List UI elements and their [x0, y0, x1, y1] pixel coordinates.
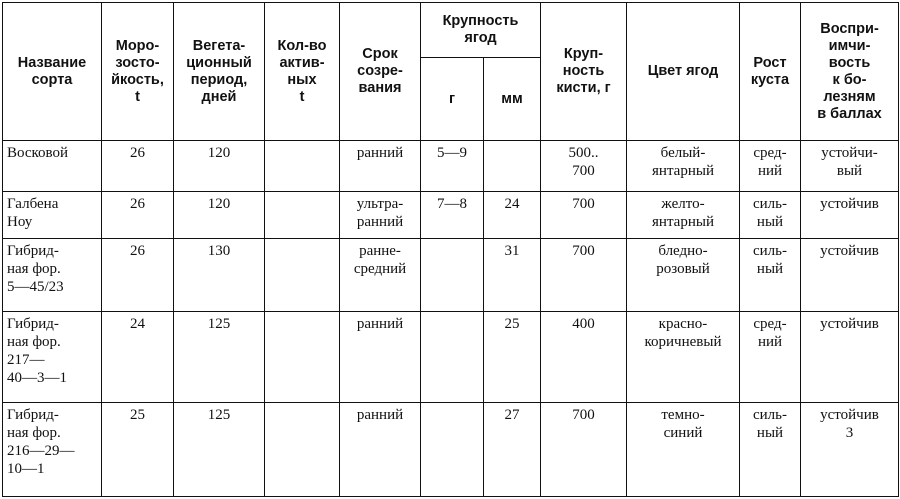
cell-active: [265, 141, 340, 192]
header-berry-grams: г: [421, 58, 484, 141]
cell-cluster: 400: [541, 311, 627, 403]
header-disease-susceptibility: Воспри- имчи- вость к бо- лезням в баллах: [801, 3, 899, 141]
grape-varieties-table: [2, 2, 899, 497]
cell-vegetation: 125: [174, 403, 265, 497]
header-berry-mm: мм: [484, 58, 541, 141]
cell-frost: 26: [102, 238, 174, 311]
cell-color: темно- синий: [627, 403, 740, 497]
cell-disease: устойчив: [801, 191, 899, 238]
header-berry-size: Крупность ягод: [421, 3, 541, 58]
cell-color: белый- янтарный: [627, 141, 740, 192]
header-berry-color: Цвет ягод: [627, 3, 740, 141]
cell-berry-grams: [421, 238, 484, 311]
table-row: [3, 191, 899, 238]
cell-berry-grams: [421, 403, 484, 497]
cell-ripening: ранний: [340, 403, 421, 497]
cell-color: желто- янтарный: [627, 191, 740, 238]
header-cluster-size: Круп- ность кисти, г: [541, 3, 627, 141]
table-row: [3, 311, 899, 403]
cell-name: Гибрид- ная фор. 217— 40—3—1: [3, 311, 102, 403]
cell-active: [265, 191, 340, 238]
cell-frost: 26: [102, 141, 174, 192]
cell-name: Галбена Ноу: [3, 191, 102, 238]
cell-berry-mm: 25: [484, 311, 541, 403]
cell-growth: силь- ный: [740, 238, 801, 311]
cell-ripening: ранний: [340, 141, 421, 192]
cell-disease: устойчи- вый: [801, 141, 899, 192]
cell-vegetation: 130: [174, 238, 265, 311]
cell-name: Восковой: [3, 141, 102, 192]
cell-berry-grams: 7—8: [421, 191, 484, 238]
cell-active: [265, 403, 340, 497]
cell-color: красно- коричневый: [627, 311, 740, 403]
cell-ripening: ультра- ранний: [340, 191, 421, 238]
cell-berry-mm: 27: [484, 403, 541, 497]
header-name: Название сорта: [3, 3, 102, 141]
cell-berry-mm: 24: [484, 191, 541, 238]
cell-berry-mm: [484, 141, 541, 192]
cell-frost: 25: [102, 403, 174, 497]
cell-name: Гибрид- ная фор. 216—29— 10—1: [3, 403, 102, 497]
cell-growth: сред- ний: [740, 311, 801, 403]
cell-vegetation: 125: [174, 311, 265, 403]
cell-berry-grams: [421, 311, 484, 403]
header-ripening-time: Срок созре- вания: [340, 3, 421, 141]
cell-cluster: 700: [541, 191, 627, 238]
cell-frost: 26: [102, 191, 174, 238]
cell-cluster: 500.. 700: [541, 141, 627, 192]
cell-color: бледно- розовый: [627, 238, 740, 311]
cell-growth: силь- ный: [740, 191, 801, 238]
cell-growth: сред- ний: [740, 141, 801, 192]
cell-vegetation: 120: [174, 141, 265, 192]
cell-frost: 24: [102, 311, 174, 403]
cell-ripening: ранне- средний: [340, 238, 421, 311]
cell-disease: устойчив: [801, 238, 899, 311]
header-active-temperatures: Кол-во актив- ных t: [265, 3, 340, 141]
cell-active: [265, 311, 340, 403]
cell-growth: силь- ный: [740, 403, 801, 497]
cell-active: [265, 238, 340, 311]
cell-vegetation: 120: [174, 191, 265, 238]
cell-disease: устойчив 3: [801, 403, 899, 497]
header-vegetation-period: Вегета- ционный период, дней: [174, 3, 265, 141]
cell-disease: устойчив: [801, 311, 899, 403]
table-row: [3, 403, 899, 497]
table-row: [3, 238, 899, 311]
cell-berry-mm: 31: [484, 238, 541, 311]
table-row: [3, 141, 899, 192]
header-bush-growth: Рост куста: [740, 3, 801, 141]
cell-cluster: 700: [541, 238, 627, 311]
cell-name: Гибрид- ная фор. 5—45/23: [3, 238, 102, 311]
cell-berry-grams: 5—9: [421, 141, 484, 192]
cell-cluster: 700: [541, 403, 627, 497]
cell-ripening: ранний: [340, 311, 421, 403]
header-frost-resistance: Моро- зосто- йкость, t: [102, 3, 174, 141]
